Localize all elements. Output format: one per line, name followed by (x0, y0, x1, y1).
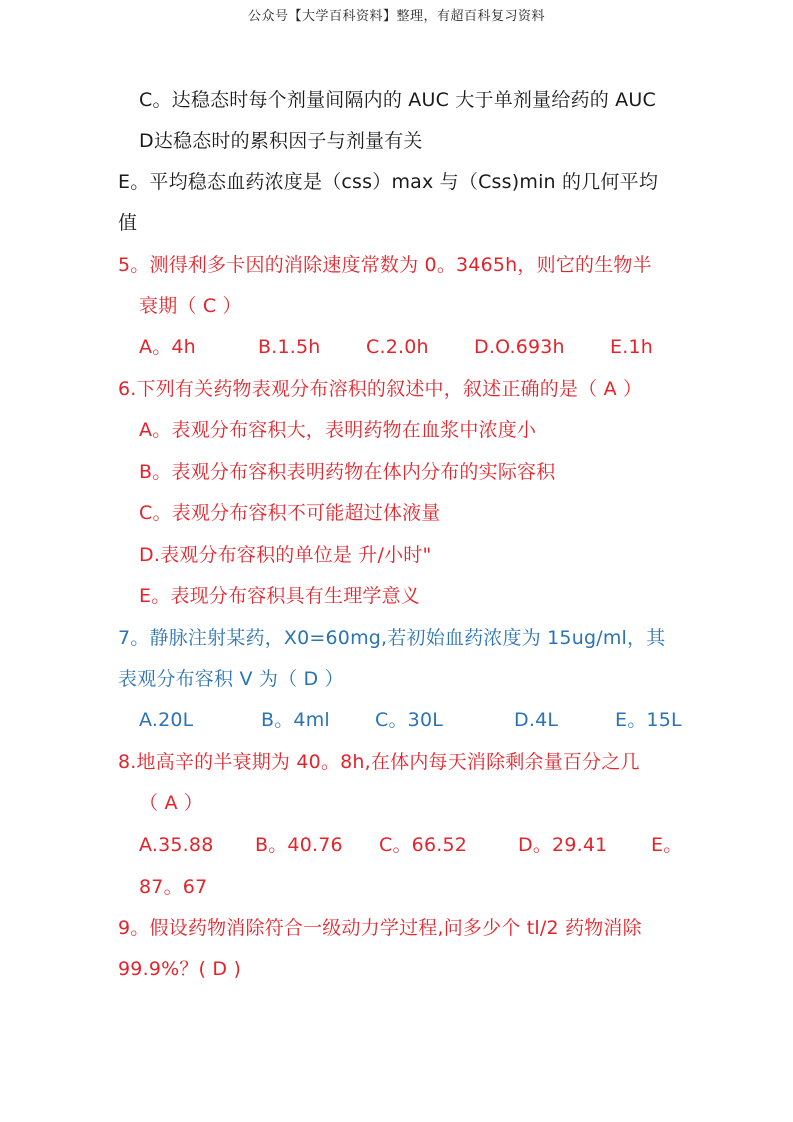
q7-option-b: B。4ml (261, 709, 330, 731)
q6-option-a: A。表观分布容积大，表明药物在血浆中浓度小 (139, 419, 537, 441)
q5-option-d: D.O.693h (474, 336, 565, 358)
question-8: 8.地高辛的半衰期为 40。8h,在体内每天消除剩余量百分之几 (118, 751, 640, 773)
q6-option-d: D.表观分布容积的单位是 升/小时" (139, 544, 432, 566)
option-c-statement: C。达稳态时每个剂量间隔内的 AUC 大于单剂量给药的 AUC (139, 89, 656, 111)
q8-option-c: C。66.52 (379, 834, 468, 856)
q5-option-a: A。4h (139, 336, 196, 358)
question-7: 7。静脉注射某药，X0=60mg,若初始血药浓度为 15ug/ml，其 (118, 627, 666, 649)
question-5-cont: 衰期（ C ） (139, 295, 242, 317)
page-header: 公众号【大学百科资料】整理，有超百科复习资料 (247, 9, 545, 24)
q8-option-a: A.35.88 (139, 834, 214, 856)
q6-option-b: B。表观分布容积表明药物在体内分布的实际容积 (139, 461, 556, 483)
q7-option-d: D.4L (514, 709, 559, 731)
q7-option-c: C。30L (375, 709, 444, 731)
q5-option-b: B.1.5h (258, 336, 321, 358)
q8-option-b: B。40.76 (255, 834, 343, 856)
question-5: 5。测得利多卡因的消除速度常数为 0。3465h，则它的生物半 (118, 254, 652, 276)
question-8-cont: （ A ） (139, 792, 204, 814)
question-6: 6.下列有关药物表观分布溶积的叙述中，叙述正确的是（ A ） (118, 378, 643, 400)
q5-option-c: C.2.0h (366, 336, 429, 358)
q6-option-c: C。表观分布容积不可能超过体液量 (139, 502, 441, 524)
q6-option-e: E。表现分布容积具有生理学意义 (139, 585, 421, 607)
q8-option-e-value: 87。67 (139, 876, 208, 898)
option-d-statement: D达稳态时的累积因子与剂量有关 (139, 130, 423, 152)
q8-option-e: E。 (651, 834, 683, 856)
q8-option-d: D。29.41 (518, 834, 608, 856)
option-e-statement: E。平均稳态血药浓度是（css）max 与（Css)min 的几何平均 (118, 171, 659, 193)
q5-option-e: E.1h (610, 336, 653, 358)
option-e-statement-cont: 值 (118, 212, 138, 234)
question-7-cont: 表观分布容积 V 为（ D ） (118, 668, 344, 690)
q7-option-a: A.20L (139, 709, 194, 731)
q7-option-e: E。15L (615, 709, 682, 731)
question-9-cont: 99.9%？( D ) (118, 958, 242, 980)
question-9: 9。假设药物消除符合一级动力学过程,问多少个 tl/2 药物消除 (118, 917, 642, 939)
